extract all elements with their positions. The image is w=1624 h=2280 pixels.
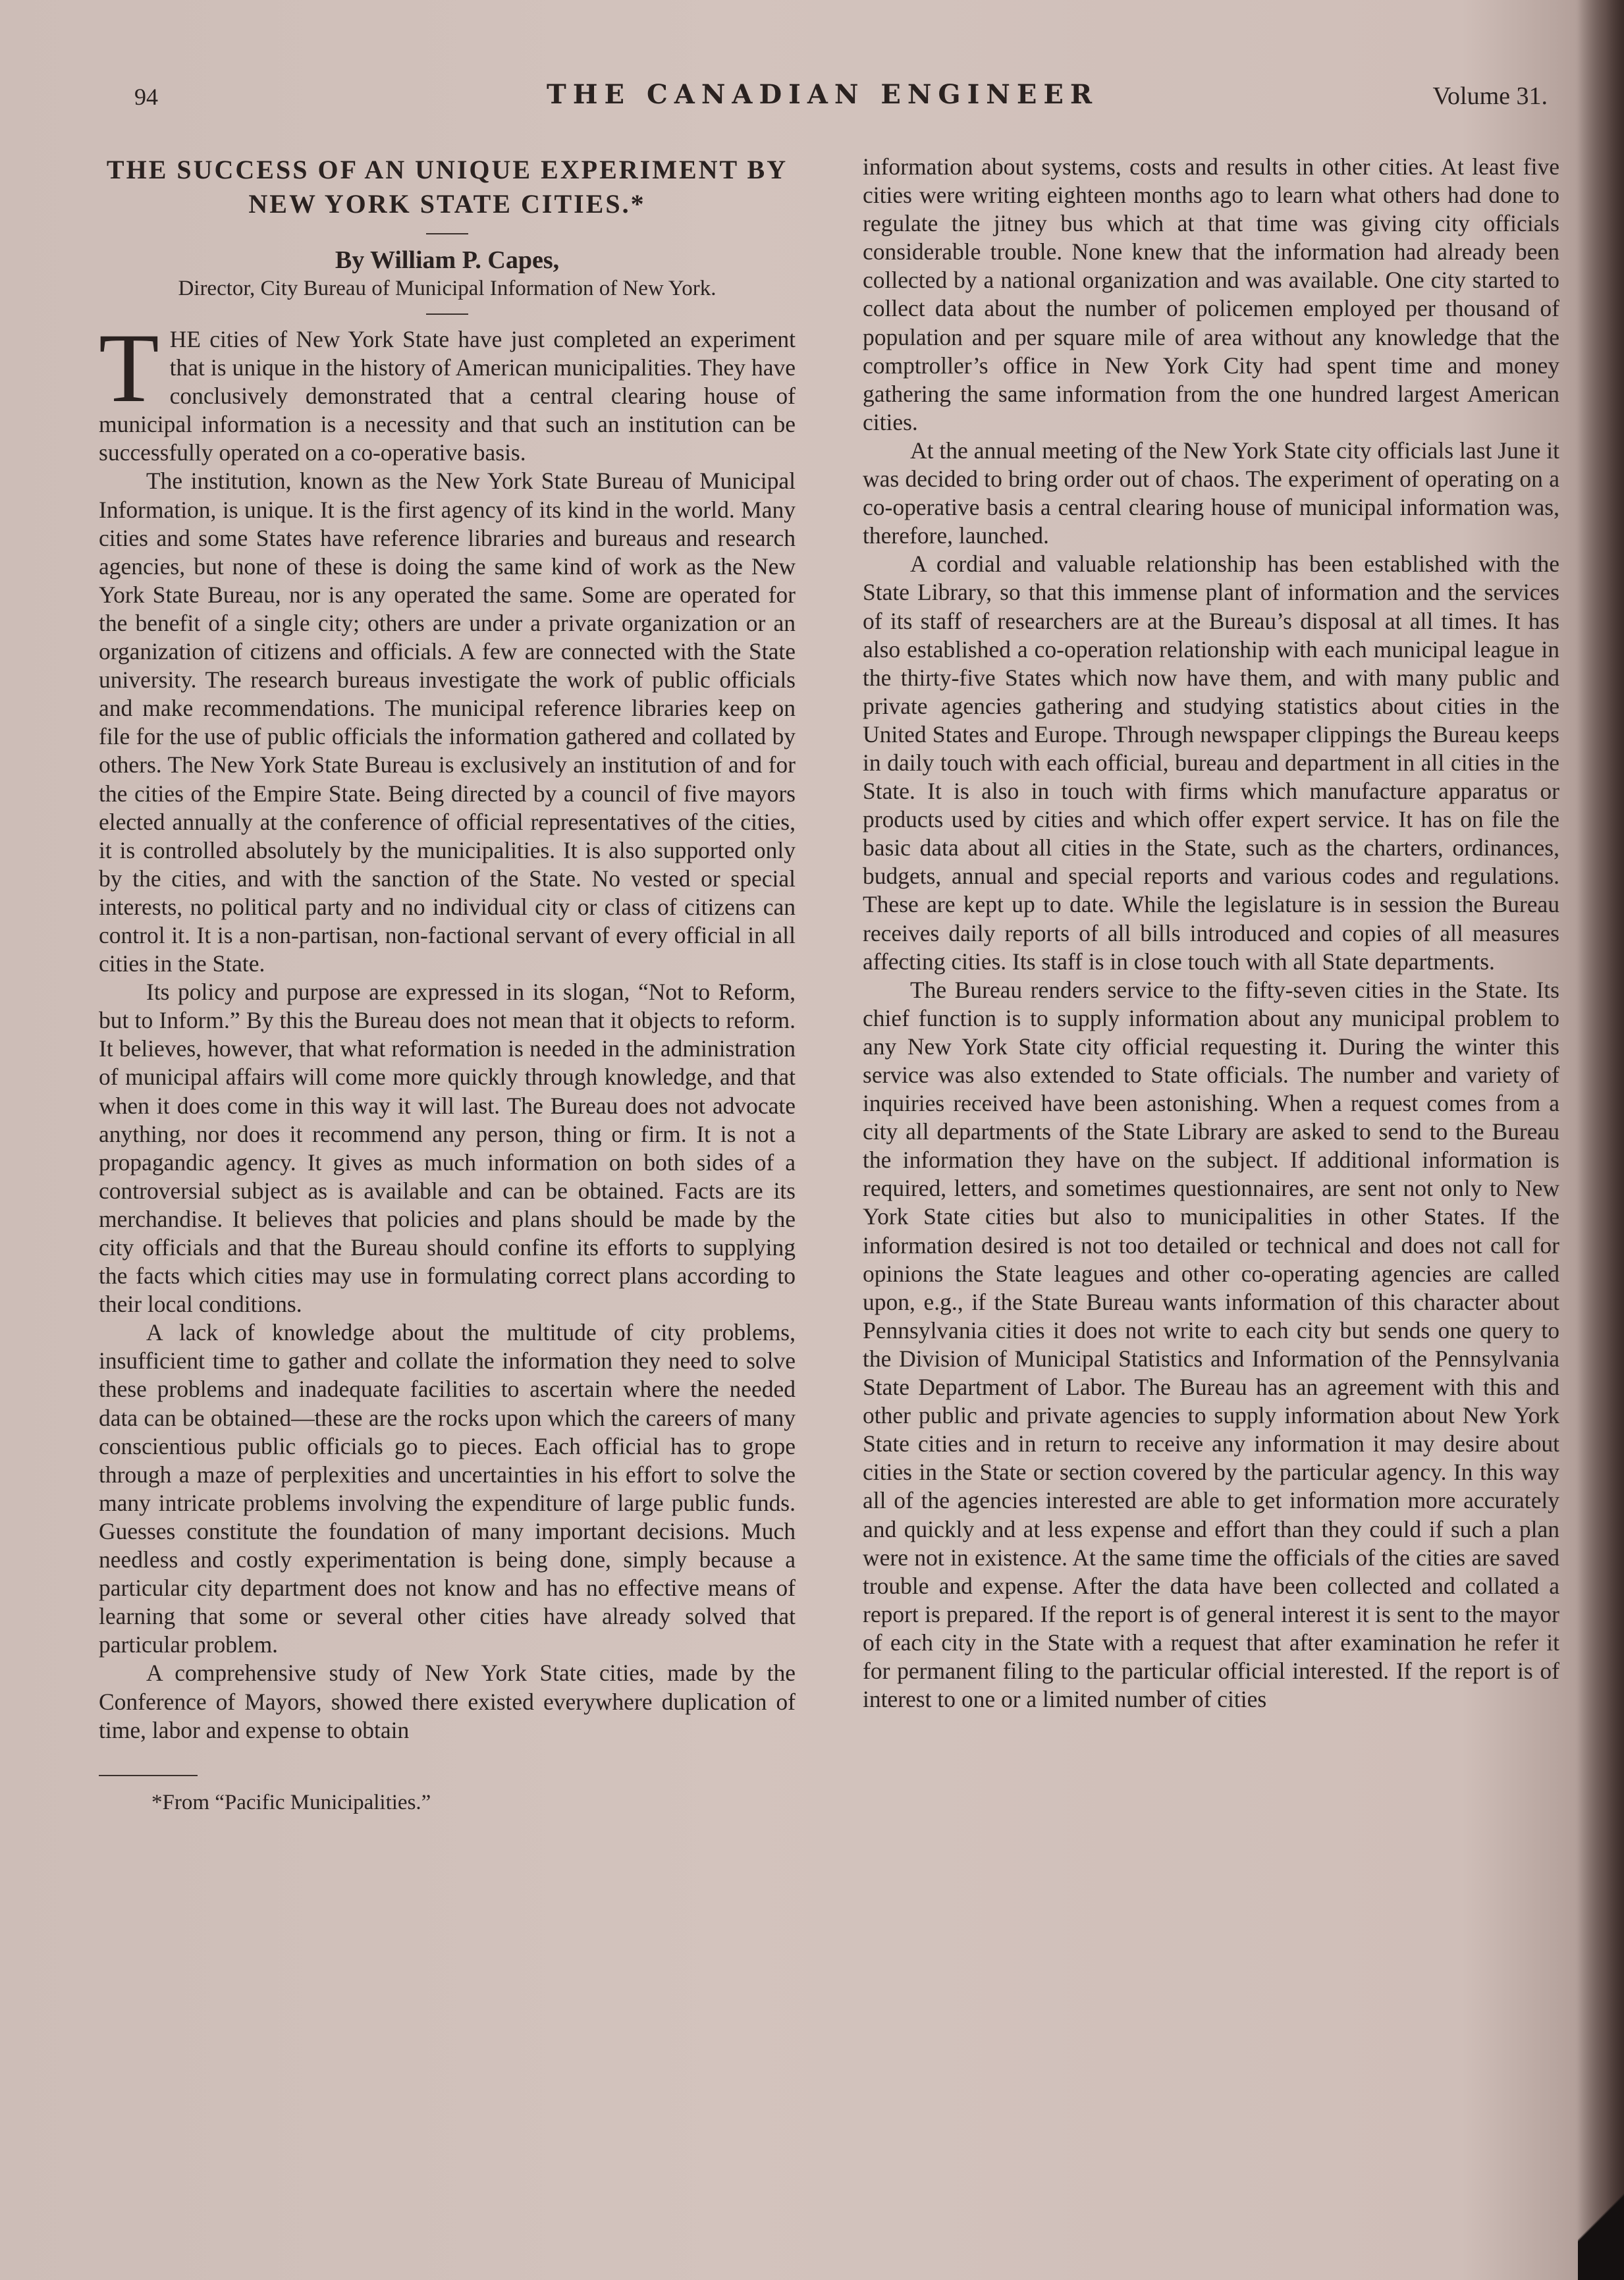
paragraph: The Bureau renders service to the fifty-seven cities in the State. Its chief function is to supply information about any municipal problem to any New York State city official requesting it. During the winter this service was also extended to State officials. The number and variety of inquiries received have been astonishing. When a request comes from a city all departments of the State Library are asked to send to the Bureau the information they have on the subject. If additional information is required, letters, and sometimes questionnaires, are sent not only to New York State cities but also to municipalities in other States. If the information desired is not too detailed or technical and does not call for opinions the State leagues and other co-operating agencies are called upon, e.g., if the State Bureau wants information of this character about Pennsylvania cities it does not write to each city but sends one query to the Division of Municipal Statistics and Information of the Pennsylvania State Department of Labor. The Bureau has an agreement with this and other public and private agencies to supply information about New York State cities and in return to receive any information it may desire about cities in the State or section covered by the particular agency. In this way all of the agencies interested are able to get information more accurately and quickly and at less expense and effort than they could if such a plan were not in existence. At the same time the officials of the cities are saved trouble and expense. After the data have been collected and collated a report is prepared. If the report is of general interest it is sent to the mayor of each city in the State with a request that after examination he refer it for permanent filing to the particular official interested. If the report is of interest to one or a limited number of cities — [863, 976, 1559, 1713]
page-corner — [1578, 2181, 1624, 2280]
page-number: 94 — [134, 84, 158, 110]
title-divider — [426, 233, 468, 234]
footnote: *From “Pacific Municipalities.” — [151, 1790, 431, 1814]
paragraph: At the annual meeting of the New York State city officials last June it was decided to bring order out of chaos. The experiment of operating on a co-operative basis a central clearing house of municipal information was, therefore, launched. — [863, 437, 1559, 549]
author-role: Director, City Bureau of Municipal Information of New York. — [178, 277, 717, 300]
right-column — [863, 153, 1559, 1714]
opening-paragraph — [99, 313, 796, 467]
paragraph: The institution, known as the New York State Bureau of Municipal Information, is unique. It is the first agency of its kind in the world. Many cities and some States have reference libraries and bureaus and research agencies, but none of these is doing the same kind of work as the New York State Bureau, nor is any operated the same. Some are operated for the benefit of a single city; others are under a private organization or an organization of citizens and officials. A few are connected with the State university. The research bureaus investigate the work of public officials and make recommendations. The municipal reference libraries keep on file for the use of public officials the information gathered and collated by others. The New York State Bureau is exclusively an institution of and for the cities of the Empire State. Being directed by a council of five mayors elected annually at the conference of official representatives of the cities, it is controlled absolutely by the municipalities. It is also supported only by the cities, and with the sanction of the State. No vested or special interests, no political party and no individual city or class of citizens can control it. It is a non-partisan, non-factional servant of every official in all cities in the State. — [99, 468, 796, 977]
article-title: THE SUCCESS OF AN UNIQUE EXPERIMENT BY NEW YORK STATE CITIES.* — [106, 155, 788, 219]
book-spine-shadow — [1578, 0, 1624, 2280]
volume-label: Volume 31. — [1432, 82, 1548, 110]
paragraph-text: HE cities of New York State have just completed an experiment that is unique in the history of American municipalities. They have conclusively demonstrated that a central clearing house of municipal information is a necessity and that such an institution can be successfully operated on a co-operative basis. — [99, 326, 796, 466]
paragraph: A cordial and valuable relationship has been established with the State Library, so that this immense plant of information and the services of its staff of researchers are at the Bureau’s disposal at all times. It has also established a co-operation relationship with each municipal league in the thirty-five States which now have them, and with many public and private agencies gathering and studying statistics about cities in the United States and Europe. Through newspaper clippings the Bureau keeps in daily touch with each official, bureau and department in all cities in the State. It is also in touch with firms which manufacture apparatus or products used by cities and which offer expert service. It has on file the basic data about all cities in the State, such as the charters, ordinances, budgets, annual and special reports and various codes and regulations. These are kept up to date. While the legislature is in session the Bureau receives daily reports of all bills introduced and copies of all measures affecting cities. Its staff is in close touch with all State departments. — [863, 551, 1559, 975]
paragraph: Its policy and purpose are expressed in its slogan, “Not to Reform, but to Inform.” By this the Bureau does not mean that it objects to reform. It believes, however, that what reformation is needed in the administration of municipal affairs will come more quickly through knowledge, and that when it does come in this way it will last. The Bureau does not advocate anything, nor does it recommend any person, thing or firm. It is not a propagandic agency. It gives as much information on both sides of a controversial subject as is available and can be obtained. Facts are its merchandise. It believes that policies and plans should be made by the city officials and that the Bureau should confine its efforts to supplying the facts which cities may use in formulating correct plans according to their local conditions. — [99, 979, 796, 1318]
footnote-divider — [99, 1775, 198, 1776]
byline: By William P. Capes, — [335, 246, 560, 274]
paragraph: A comprehensive study of New York State cities, made by the Conference of Mayors, showed there existed everywhere duplication of time, labor and expense to obtain — [99, 1660, 796, 1743]
paragraph: information about systems, costs and results in other cities. At least five cities were writing eighteen months ago to learn what others had done to regulate the jitney bus which at that time was giving city officials considerable trouble. None knew that the information had already been collected by a national organization and was available. One city started to collect data about the number of policemen employed per thousand of population and per square mile of area without any knowledge that the comptroller’s office in New York City had spent time and money gathering the same information from the one hundred largest American cities. — [863, 153, 1559, 435]
drop-cap: T — [99, 313, 159, 423]
left-column — [99, 150, 796, 1816]
paragraph: A lack of knowledge about the multitude of city problems, insufficient time to gather and collate the information they need to solve these problems and inadequate facilities to ascertain where the needed data can be obtained—these are the rocks upon which the careers of many conscientious public officials go to pieces. Each official has to grope through a maze of perplexities and uncertainties in his effort to solve the many intricate problems involving the expenditure of large public funds. Guesses constitute the foundation of many important decisions. Much needless and costly experimentation is being done, simply because a particular city department does not know and has no effective means of learning that some or several other cities have already solved that particular problem. — [99, 1319, 796, 1658]
byline-divider — [426, 313, 468, 315]
running-header — [119, 78, 1567, 117]
journal-title: THE CANADIAN ENGINEER — [547, 79, 1099, 110]
